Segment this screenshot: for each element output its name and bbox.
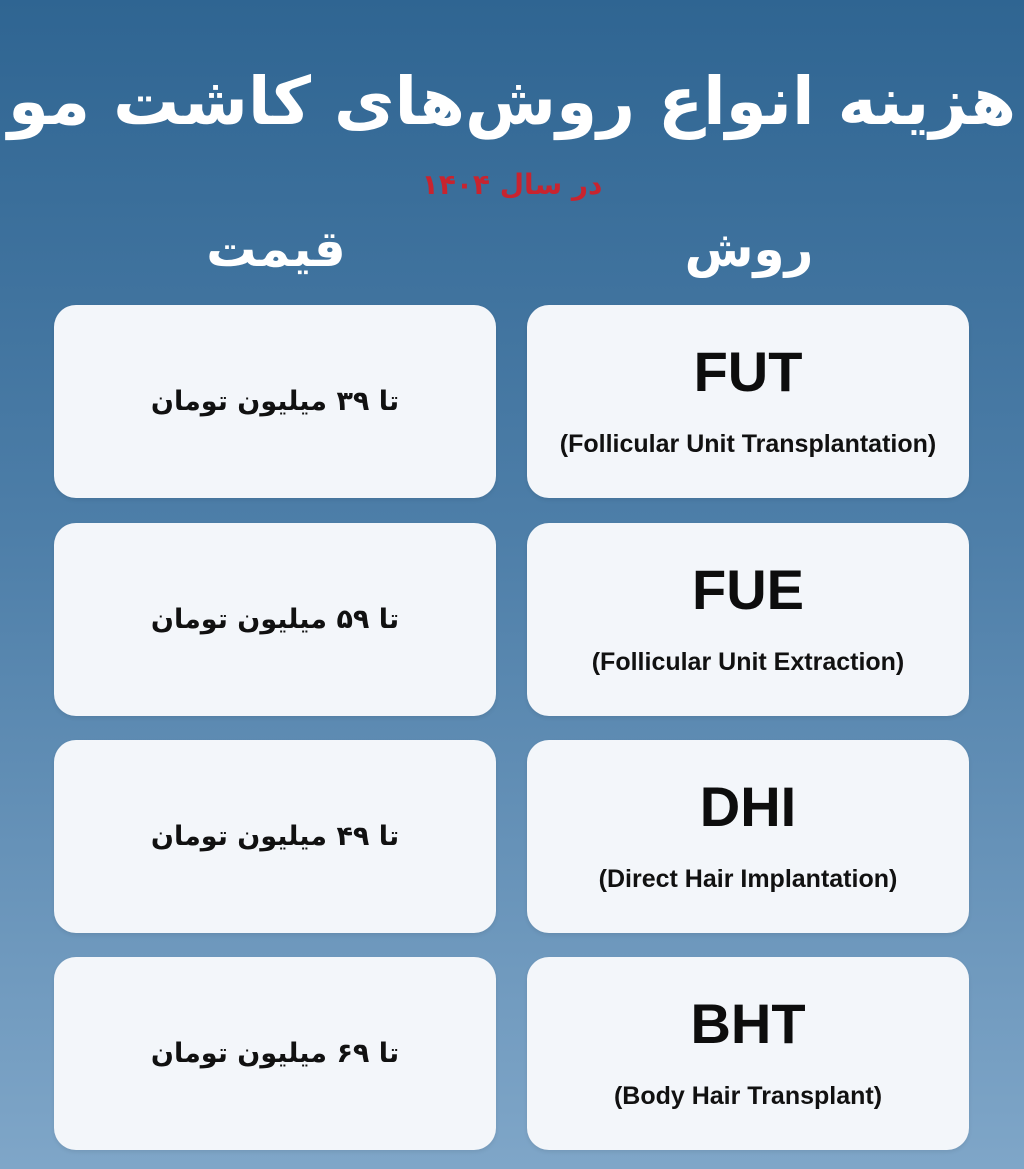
method-card-fut (527, 305, 969, 498)
price-value: تا ۳۹ میلیون تومان (150, 386, 400, 417)
method-full-name: (Body Hair Transplant) (613, 1082, 883, 1110)
column-header-method: روش (684, 220, 814, 278)
method-card-dhi (527, 740, 969, 933)
method-full-name: (Follicular Unit Transplantation) (559, 430, 937, 458)
page-title: هزینه انواع روش‌های کاشت مو (7, 63, 1017, 140)
page-subtitle: در سال ۱۴۰۴ (421, 168, 603, 201)
method-abbreviation: DHI (699, 775, 797, 838)
price-card-dhi (54, 740, 496, 933)
method-card-bht (527, 957, 969, 1150)
method-full-name: (Follicular Unit Extraction) (591, 648, 905, 676)
price-card-fut (54, 305, 496, 498)
price-card-fue (54, 523, 496, 716)
price-value: تا ۵۹ میلیون تومان (150, 604, 400, 635)
method-abbreviation: BHT (690, 992, 806, 1055)
method-full-name: (Direct Hair Implantation) (598, 865, 898, 893)
price-value: تا ۶۹ میلیون تومان (150, 1038, 400, 1069)
method-card-fue (527, 523, 969, 716)
price-card-bht (54, 957, 496, 1150)
price-value: تا ۴۹ میلیون تومان (150, 821, 400, 852)
method-abbreviation: FUE (692, 558, 804, 621)
method-abbreviation: FUT (693, 340, 803, 403)
column-header-price: قیمت (206, 220, 346, 278)
